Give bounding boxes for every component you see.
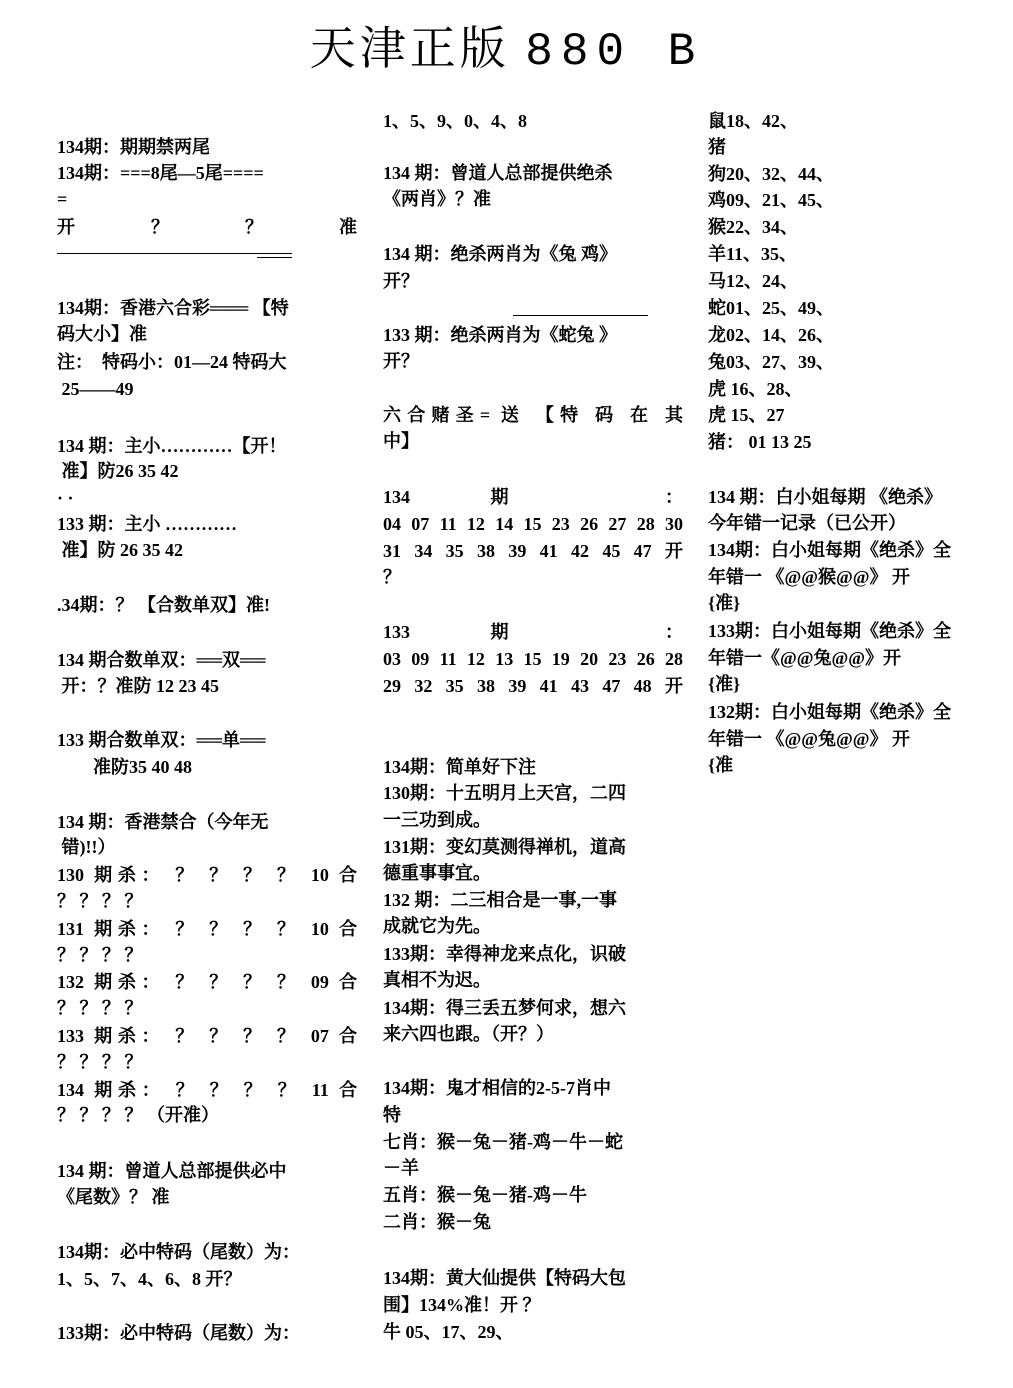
text-line: 134期：简单好下注 (383, 757, 536, 777)
text-line: 134期：鬼才相信的2-5-7肖中 (383, 1078, 611, 1098)
text-line: 中】 (383, 431, 419, 451)
text-line: 马12、24、 (708, 271, 798, 291)
text-line: 鸡09、21、45、 (708, 190, 834, 210)
text-line: 二肖：猴－兔 (383, 1212, 491, 1232)
text-line: 04 07 11 12 14 15 23 26 27 28 30 (383, 514, 683, 534)
text-line: 错)!!） (57, 837, 116, 857)
text-line: 134期：得三丢五梦何求，想六 (383, 998, 626, 1018)
text-line: ？ ？ ？ ？ (57, 1052, 143, 1072)
text-line: 134期：必中特码（尾数）为： (57, 1242, 300, 1262)
text-line: 1、5、7、4、6、8 开？ (57, 1269, 242, 1289)
divider-rule (57, 253, 292, 254)
column-right (708, 0, 1008, 1388)
divider-rule (513, 315, 648, 316)
divider-rule-double (257, 257, 292, 258)
text-line: 133 期 ： (383, 622, 683, 642)
text-line: 六合赌圣= 送 【特 码 在 其 (383, 405, 683, 425)
column-left (57, 0, 357, 1388)
title-text: 天津正版 (309, 23, 510, 74)
text-line: 25——49 (57, 379, 134, 399)
text-line: 29 32 35 38 39 41 43 47 48 开 (383, 676, 683, 696)
text-line: 133期：白小姐每期《绝杀》全 (708, 621, 951, 641)
text-line: 今年错一记录（已公开） (708, 513, 906, 533)
text-line: 134 期：曾道人总部提供绝杀 (383, 163, 613, 183)
text-line: 开：？准防 12 23 45 (57, 676, 219, 696)
text-line: 132期：白小姐每期《绝杀》全 (708, 702, 951, 722)
text-line: 134期：香港六合彩═══ 【特 (57, 298, 289, 318)
text-line: 134 期：香港禁合（今年无 (57, 812, 269, 832)
text-line: ？ ？ ？ ？ (57, 998, 143, 1018)
text-line: 猴22、34、 (708, 217, 798, 237)
text-line: {准} (708, 674, 741, 694)
text-line: 134 期：曾道人总部提供必中 (57, 1161, 287, 1181)
text-line: 134期：===8尾—5尾==== (57, 163, 264, 183)
text-line: · · (57, 488, 74, 508)
text-line: 132 期杀： ？ ？ ？ ？ 09 合 (57, 972, 357, 992)
text-line: 特 (383, 1105, 401, 1125)
text-line: 130期：十五明月上天宫，二四 (383, 783, 626, 803)
text-line: 131 期杀： ？ ？ ？ ？ 10 合 (57, 919, 357, 939)
text-line: 准】防26 35 42 (57, 461, 179, 481)
text-line: 134 期：白小姐每期 《绝杀》 (708, 487, 942, 507)
text-line: 虎 15、27 (708, 405, 785, 425)
text-line: 围】134%准！开 ？ (383, 1295, 541, 1315)
text-line: 133期：幸得神龙来点化，识破 (383, 944, 626, 964)
text-line: 《尾数》？ 准 (57, 1187, 170, 1207)
text-line: 注： 特码小：01—24 特码大 (57, 352, 287, 372)
text-line: 31 34 35 38 39 41 42 45 47 开 (383, 541, 683, 561)
text-line: 134 期：绝杀两肖为《兔 鸡》 (383, 244, 617, 264)
text-line: 开？ (383, 271, 419, 291)
text-line: 猪 (708, 137, 726, 157)
text-line: 龙02、14、26、 (708, 325, 834, 345)
text-line: 年错一 《@@兔@@》 开 (708, 729, 910, 749)
text-line: 年错一《@@兔@@》开 (708, 648, 901, 668)
text-line: ？ (383, 567, 401, 587)
text-line: 码大小】准 (57, 324, 147, 344)
text-line: 131期：变幻莫测得禅机，道高 (383, 837, 626, 857)
text-line: 成就它为先。 (383, 916, 491, 936)
title-code: 880 B (525, 26, 704, 78)
text-line: 133 期：主小 ………… (57, 514, 237, 534)
text-line: ？ ？ ？ ？ （开准） (57, 1105, 219, 1125)
text-line: ？ ？ ？ ？ (57, 891, 143, 911)
text-line: －羊 (383, 1158, 419, 1178)
text-line: {准 (708, 755, 734, 775)
text-line: 兔03、27、39、 (708, 352, 834, 372)
text-line: ？ ？ ？ ？ (57, 945, 143, 965)
text-line: 133 期杀： ？ ？ ？ ？ 07 合 (57, 1026, 357, 1046)
text-line: 134期：期期禁两尾 (57, 137, 210, 157)
text-line: 134 期：主小…………【开！ (57, 436, 287, 456)
text-line: 134期：黄大仙提供【特码大包 (383, 1268, 626, 1288)
text-line: 德重事事宜。 (383, 863, 491, 883)
text-line: 准防35 40 48 (57, 757, 192, 777)
text-line: 134 期 ： (383, 487, 683, 507)
text-line: 真相不为迟。 (383, 970, 491, 990)
text-line: .34期：？ 【合数单双】准! (57, 595, 270, 615)
text-line: 133期：必中特码（尾数）为： (57, 1323, 300, 1343)
text-line: 133 期：绝杀两肖为《蛇兔 》 (383, 325, 617, 345)
text-line: 五肖：猴－兔－猪-鸡－牛 (383, 1185, 587, 1205)
text-line: 蛇01、25、49、 (708, 298, 834, 318)
text-line: 开 ？ ？ 准 (57, 217, 357, 237)
text-line: 准】防 26 35 42 (57, 540, 183, 560)
text-line: 134 期合数单双：══双══ (57, 650, 266, 670)
column-middle (383, 0, 683, 1388)
text-line: 开？ (383, 351, 419, 371)
text-line: 134期：白小姐每期《绝杀》全 (708, 540, 951, 560)
text-line: 羊11、35、 (708, 244, 798, 264)
text-line: 132 期：二三相合是一事,一事 (383, 890, 617, 910)
text-line: {准} (708, 593, 741, 613)
text-line: 猪： 01 13 25 (708, 432, 812, 452)
text-line: 牛 05、17、29、 (383, 1322, 514, 1342)
text-line: 七肖：猴－兔－猪-鸡－牛－蛇 (383, 1132, 623, 1152)
text-line: 130 期杀： ？ ？ ？ ？ 10 合 (57, 865, 357, 885)
text-line: 狗20、32、44、 (708, 164, 834, 184)
text-line: = (57, 189, 68, 209)
text-line: 1、5、9、0、4、8 (383, 111, 527, 131)
text-line: 虎 16、28、 (708, 379, 803, 399)
text-line: 133 期合数单双：══单══ (57, 730, 266, 750)
text-line: 来六四也跟。（开？） (383, 1024, 554, 1044)
text-line: 一三功到成。 (383, 810, 491, 830)
text-line: 《两肖》？准 (383, 189, 491, 209)
text-line: 鼠18、42、 (708, 111, 798, 131)
text-line: 03 09 11 12 13 15 19 20 23 26 28 (383, 649, 683, 669)
text-line: 134 期杀： ？ ？ ？ ？ 11 合 (57, 1080, 357, 1100)
text-line: 年错一 《@@猴@@》 开 (708, 567, 910, 587)
